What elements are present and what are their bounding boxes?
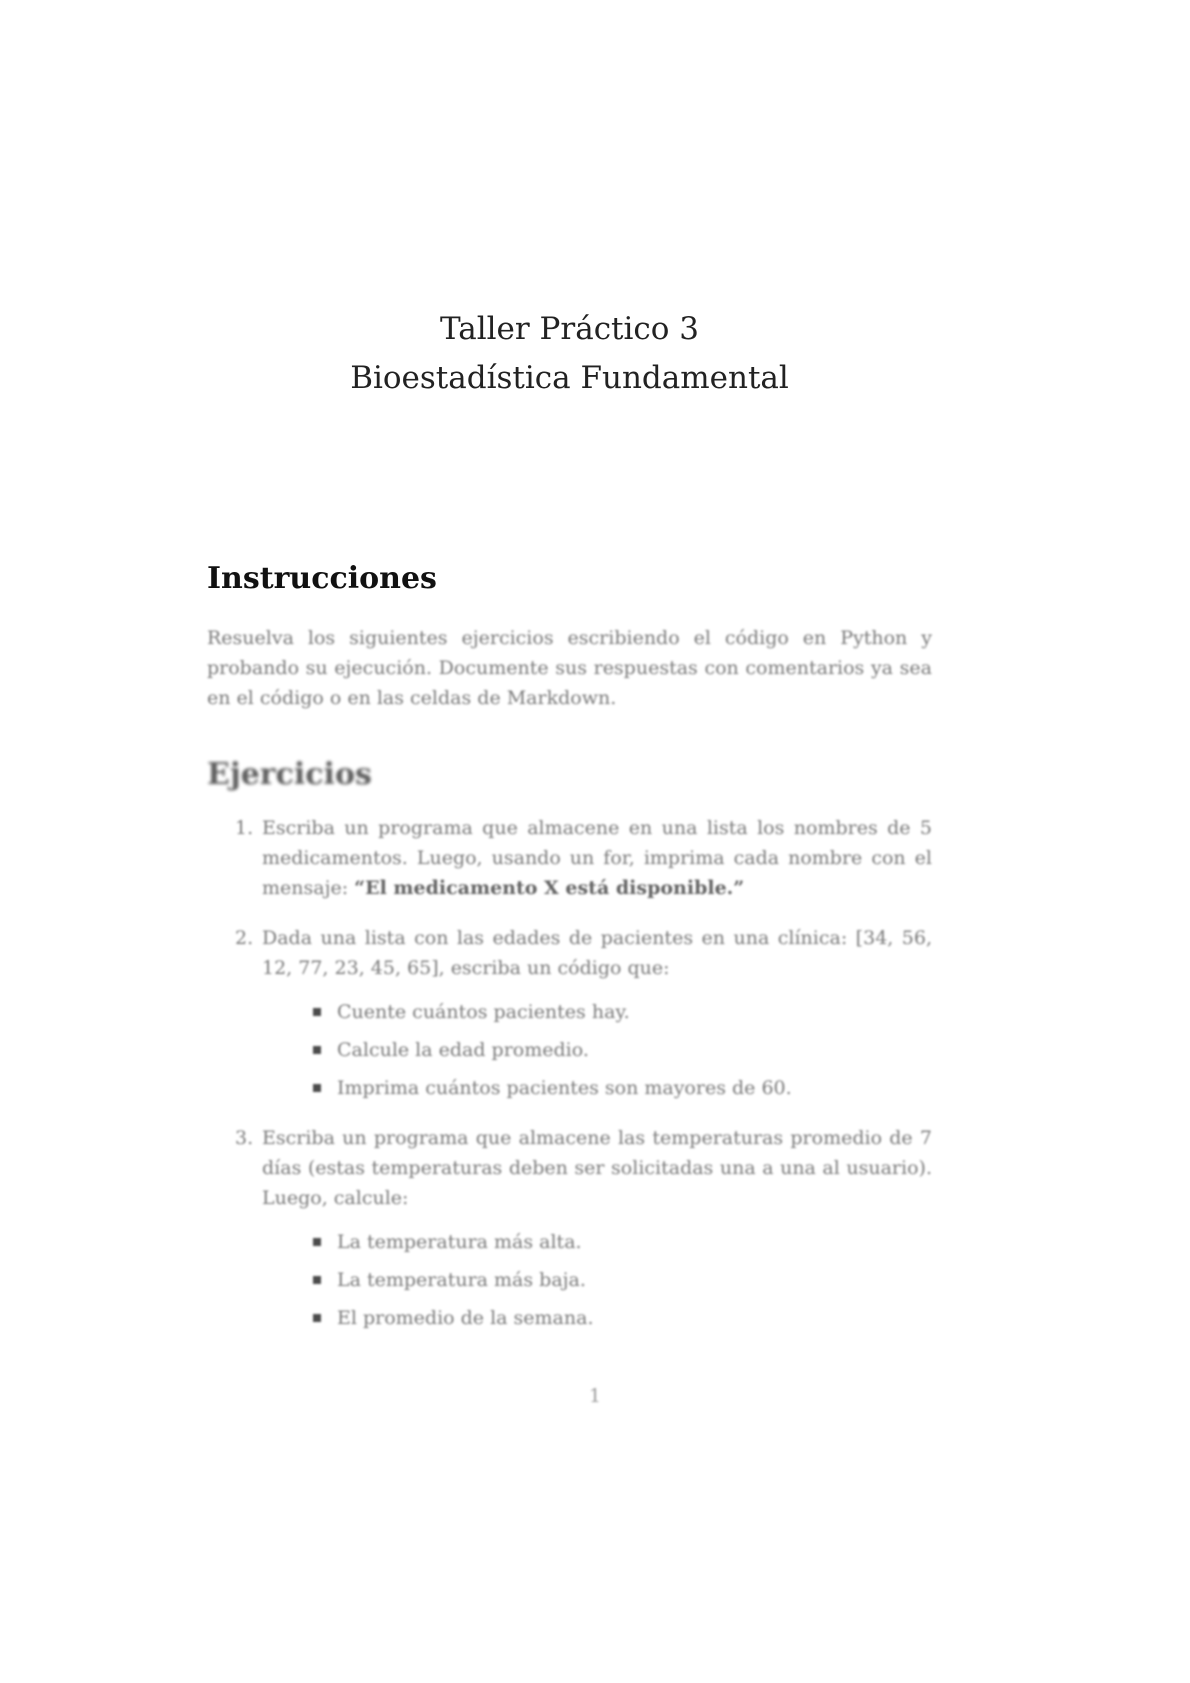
section-heading-instrucciones: Instrucciones [207, 561, 437, 596]
exercise-3-bullet-list [262, 1227, 932, 1333]
bullet-text: Cuente cuántos pacientes hay. [337, 1001, 630, 1023]
exercise-text: Escriba un programa que almacene las temperaturas promedio de 7 días (estas temperaturas deben ser solicitadas una a una al usuario). Luego, calcule: [262, 1127, 932, 1209]
exercise-item-2 [207, 923, 932, 1103]
exercise-bullet [313, 1035, 932, 1065]
exercise-bullet [313, 1227, 932, 1257]
instructions-paragraph: Resuelva los siguientes ejercicios escribiendo el código en Python y probando su ejecución. Documente sus respuestas con comentarios ya sea en el código o en las celdas de Markdown. [207, 627, 932, 709]
bullet-text: Imprima cuántos pacientes son mayores de 60. [337, 1077, 792, 1099]
exercise-number: 2. [235, 927, 254, 949]
exercise-2-bullet-list [262, 997, 932, 1103]
title-line-2: Bioestadística Fundamental [350, 360, 789, 396]
square-bullet-icon [313, 1314, 321, 1322]
square-bullet-icon [313, 1046, 321, 1054]
exercise-list [207, 813, 932, 1333]
bullet-text: La temperatura más alta. [337, 1231, 582, 1253]
square-bullet-icon [313, 1276, 321, 1284]
square-bullet-icon [313, 1008, 321, 1016]
bullet-text: La temperatura más baja. [337, 1269, 586, 1291]
title-line-1: Taller Práctico 3 [439, 311, 700, 347]
exercise-number: 1. [235, 817, 254, 839]
exercise-number: 3. [235, 1127, 254, 1149]
bullet-text: El promedio de la semana. [337, 1307, 594, 1329]
section-heading-ejercicios: Ejercicios [207, 757, 372, 792]
exercise-bullet [313, 1073, 932, 1103]
exercise-text: Dada una lista con las edades de pacientes en una clínica: [34, 56, 12, 77, 23, 45, 65], escriba un código que: [262, 927, 932, 979]
square-bullet-icon [313, 1238, 321, 1246]
exercise-bullet [313, 1265, 932, 1295]
exercise-item-3 [207, 1123, 932, 1333]
bullet-text: Calcule la edad promedio. [337, 1039, 589, 1061]
exercise-bold-message: “El medicamento X está disponible.” [354, 877, 745, 899]
document-title [207, 305, 932, 403]
exercise-bullet [313, 1303, 932, 1333]
exercise-text: Escriba un programa que almacene en una lista los nombres de 5 medicamentos. Luego, usando un for, imprima cada nombre con el mensaje: [262, 817, 932, 899]
exercise-item-1 [207, 813, 932, 903]
exercise-bullet [313, 997, 932, 1027]
square-bullet-icon [313, 1084, 321, 1092]
page-number: 1 [588, 1385, 602, 1407]
